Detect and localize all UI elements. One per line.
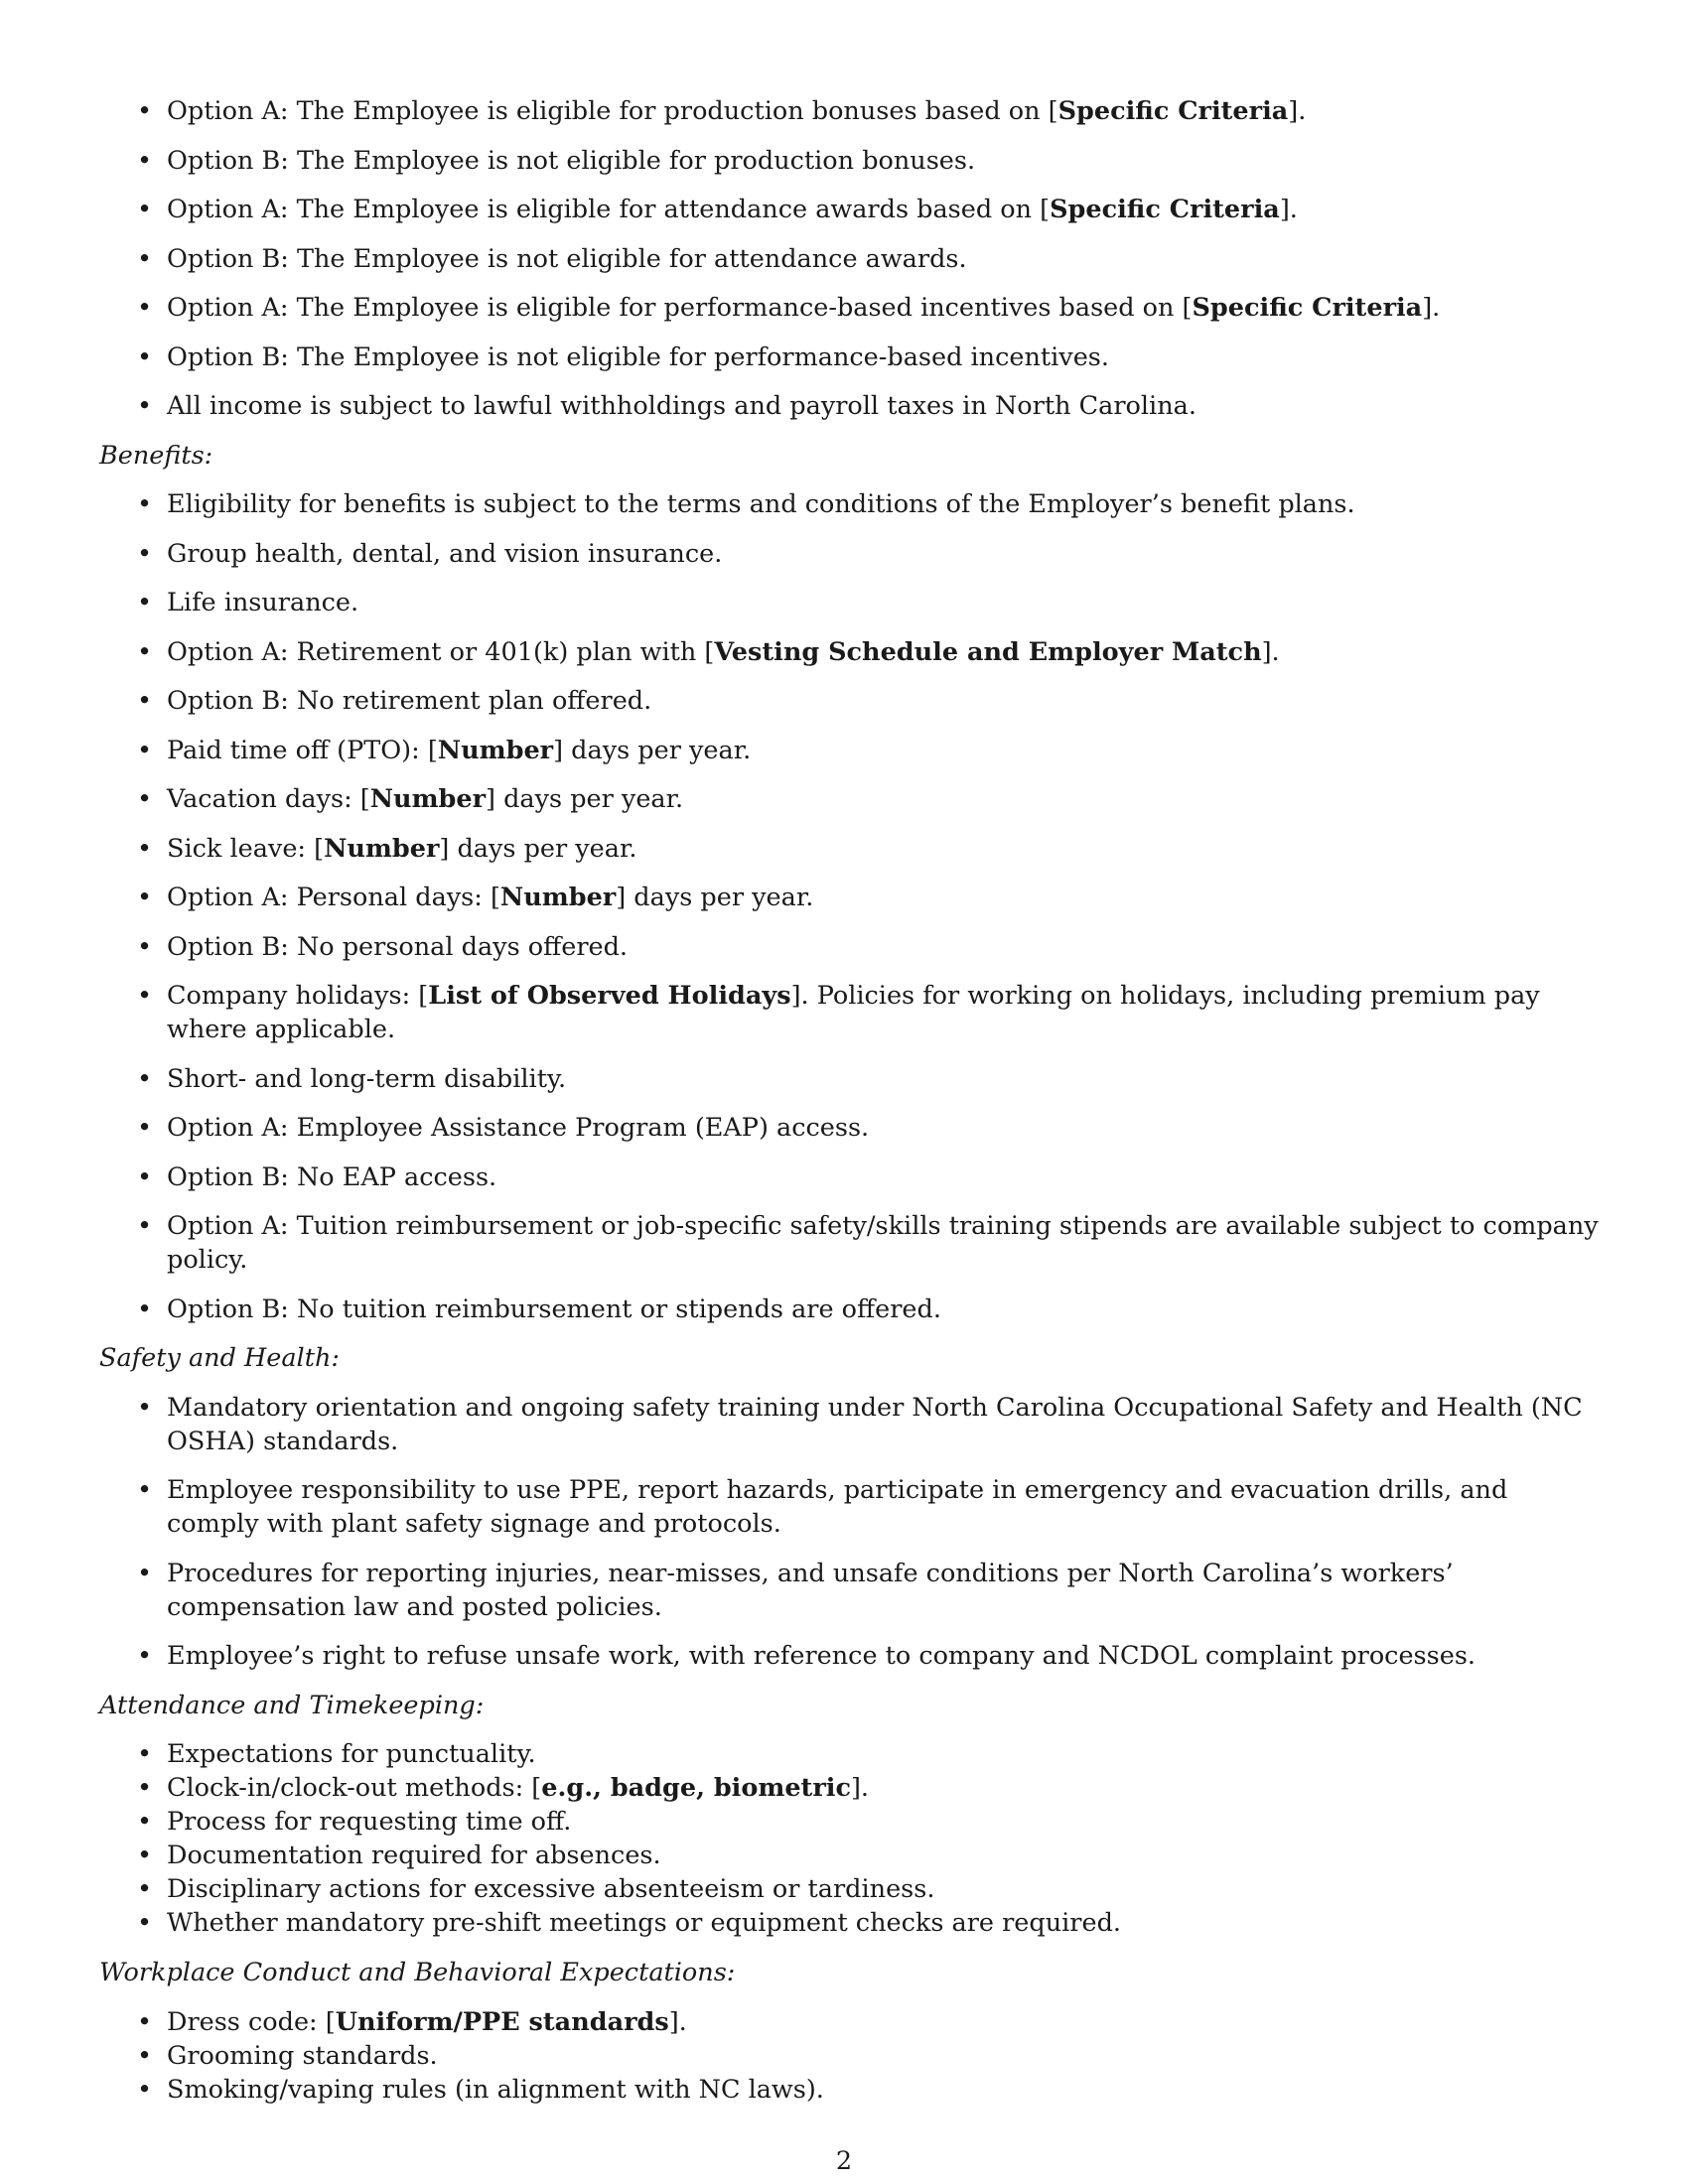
- item-text: Smoking/vaping rules (in alignment with NC laws).: [167, 2074, 824, 2105]
- item-text: All income is subject to lawful withholdings and payroll taxes in North Carolina.: [167, 391, 1196, 421]
- list-item: [99, 979, 1599, 1046]
- placeholder-field: Specific Criteria: [1057, 96, 1289, 126]
- item-text: Option B: No personal days offered.: [167, 931, 629, 962]
- placeholder-field: Specific Criteria: [1192, 293, 1423, 323]
- item-text-tail: ] days per year.: [486, 784, 684, 814]
- placeholder-field: Number: [437, 735, 554, 765]
- item-text-tail: ] days per year.: [553, 735, 752, 765]
- list-item: [99, 242, 1599, 276]
- list-item: [99, 389, 1599, 423]
- list-item: [99, 1771, 1599, 1805]
- safety-heading: Safety and Health:: [99, 1343, 340, 1373]
- benefits-list: [99, 487, 1599, 1326]
- placeholder-field: List of Observed Holidays: [428, 981, 791, 1011]
- list-item: [99, 1062, 1599, 1096]
- list-item: [99, 881, 1599, 914]
- placeholder-field: Vesting Schedule and Employer Match: [714, 636, 1262, 667]
- list-item: [99, 635, 1599, 669]
- item-text: Group health, dental, and vision insurance.: [167, 538, 723, 569]
- item-text: Company holidays: [: [167, 981, 429, 1011]
- item-text: Documentation required for absences.: [167, 1841, 661, 1870]
- list-item: [99, 1160, 1599, 1194]
- list-item: [99, 94, 1599, 128]
- list-item: [99, 1839, 1599, 1872]
- item-text: Option A: The Employee is eligible for attendance awards based on [: [167, 195, 1051, 224]
- item-text: Option A: Employee Assistance Program (EAP) access.: [167, 1113, 870, 1143]
- attendance-heading: Attendance and Timekeeping:: [99, 1690, 485, 1720]
- placeholder-field: Number: [369, 784, 487, 814]
- item-text: Option B: No retirement plan offered.: [167, 686, 652, 716]
- item-text: Option B: The Employee is not eligible for attendance awards.: [167, 243, 967, 274]
- item-text: Option A: Retirement or 401(k) plan with [: [167, 636, 715, 667]
- item-text: Paid time off (PTO): [: [167, 735, 438, 765]
- item-text: Expectations for punctuality.: [167, 1739, 536, 1769]
- placeholder-field: Number: [324, 833, 440, 864]
- item-text: Option B: No tuition reimbursement or stipends are offered.: [167, 1294, 941, 1324]
- item-text: Whether mandatory pre-shift meetings or equipment checks are required.: [167, 1908, 1122, 1938]
- list-item: [99, 1293, 1599, 1326]
- list-item: [99, 2005, 1599, 2039]
- list-item: [99, 291, 1599, 325]
- list-item: [99, 684, 1599, 718]
- item-text: Option B: No EAP access.: [167, 1161, 497, 1192]
- list-item: [99, 930, 1599, 964]
- item-text-tail: ] days per year.: [616, 883, 814, 912]
- list-item: [99, 1872, 1599, 1906]
- list-item: [99, 487, 1599, 521]
- item-text: Disciplinary actions for excessive absenteeism or tardiness.: [167, 1874, 935, 1904]
- item-text: Option B: The Employee is not eligible for production bonuses.: [167, 145, 976, 176]
- list-item: [99, 1737, 1599, 1771]
- item-text: Mandatory orientation and ongoing safety training under North Carolina Occupational Safety and Health (NC OSHA) standards.: [167, 1392, 1583, 1456]
- item-text: Employee responsibility to use PPE, report hazards, participate in emergency and evacuation drills, and comply with plant safety signage and protocols.: [167, 1475, 1508, 1539]
- item-text: Grooming standards.: [167, 2040, 438, 2071]
- item-text: Sick leave: [: [167, 833, 325, 864]
- list-item: [99, 1391, 1599, 1458]
- item-text-tail: ].: [668, 2006, 687, 2037]
- list-item: [99, 1209, 1599, 1277]
- page-number: 2: [835, 2146, 853, 2176]
- list-item: [99, 1805, 1599, 1839]
- placeholder-field: Specific Criteria: [1050, 195, 1280, 224]
- list-item: [99, 1639, 1599, 1673]
- item-text: Vacation days: [: [167, 784, 370, 814]
- list-item: [99, 193, 1599, 226]
- safety-list: [99, 1391, 1599, 1674]
- item-text-tail: ].: [1261, 636, 1280, 667]
- attendance-list: [99, 1737, 1599, 1940]
- item-text: Dress code: [: [167, 2006, 336, 2037]
- document-page: [99, 94, 1599, 2122]
- list-item: [99, 1906, 1599, 1940]
- list-item: [99, 1111, 1599, 1145]
- item-text: Employee’s right to refuse unsafe work, with reference to company and NCDOL complaint processes.: [167, 1641, 1477, 1671]
- list-item: [99, 832, 1599, 866]
- list-item: [99, 341, 1599, 374]
- list-item: [99, 2073, 1599, 2107]
- conduct-heading: Workplace Conduct and Behavioral Expectations:: [99, 1958, 736, 1987]
- list-item: [99, 782, 1599, 816]
- item-text: Option B: The Employee is not eligible for performance-based incentives.: [167, 341, 1109, 372]
- item-text: Clock-in/clock-out methods: [: [167, 1773, 542, 1803]
- placeholder-field: e.g., badge, biometric: [541, 1773, 851, 1803]
- item-text: Short- and long-term disability.: [167, 1063, 567, 1094]
- item-text-tail: ].: [1288, 96, 1307, 126]
- list-item: [99, 586, 1599, 619]
- placeholder-field: Number: [499, 883, 617, 912]
- list-item: [99, 734, 1599, 767]
- list-item: [99, 1557, 1599, 1624]
- item-text: Option A: The Employee is eligible for production bonuses based on [: [167, 96, 1058, 126]
- list-item: [99, 144, 1599, 178]
- list-item: [99, 1473, 1599, 1541]
- list-item: [99, 2039, 1599, 2073]
- item-text: Option A: Personal days: [: [167, 883, 500, 912]
- item-text: Life insurance.: [167, 588, 359, 617]
- item-text: Eligibility for benefits is subject to the terms and conditions of the Employer’s benefit plans.: [167, 489, 1355, 519]
- item-text: Option A: The Employee is eligible for performance-based incentives based on [: [167, 293, 1193, 323]
- item-text: Procedures for reporting injuries, near-misses, and unsafe conditions per North Carolina’s workers’ compensation law and posted policies.: [167, 1558, 1454, 1622]
- item-text-tail: ].: [1279, 195, 1298, 224]
- list-item: [99, 537, 1599, 571]
- item-text-tail: ].: [1422, 293, 1441, 323]
- item-text: Process for requesting time off.: [167, 1807, 572, 1837]
- item-text-tail: ]. Policies for working on holidays, including premium pay where applicable.: [167, 981, 1540, 1044]
- item-text-tail: ] days per year.: [439, 833, 637, 864]
- item-text: Option A: Tuition reimbursement or job-specific safety/skills training stipends are available subject to company policy.: [167, 1211, 1599, 1275]
- incentives-list: [99, 94, 1599, 423]
- benefits-heading: Benefits:: [99, 440, 213, 471]
- conduct-list: [99, 2005, 1599, 2107]
- placeholder-field: Uniform/PPE standards: [335, 2006, 669, 2037]
- item-text-tail: ].: [850, 1773, 870, 1803]
